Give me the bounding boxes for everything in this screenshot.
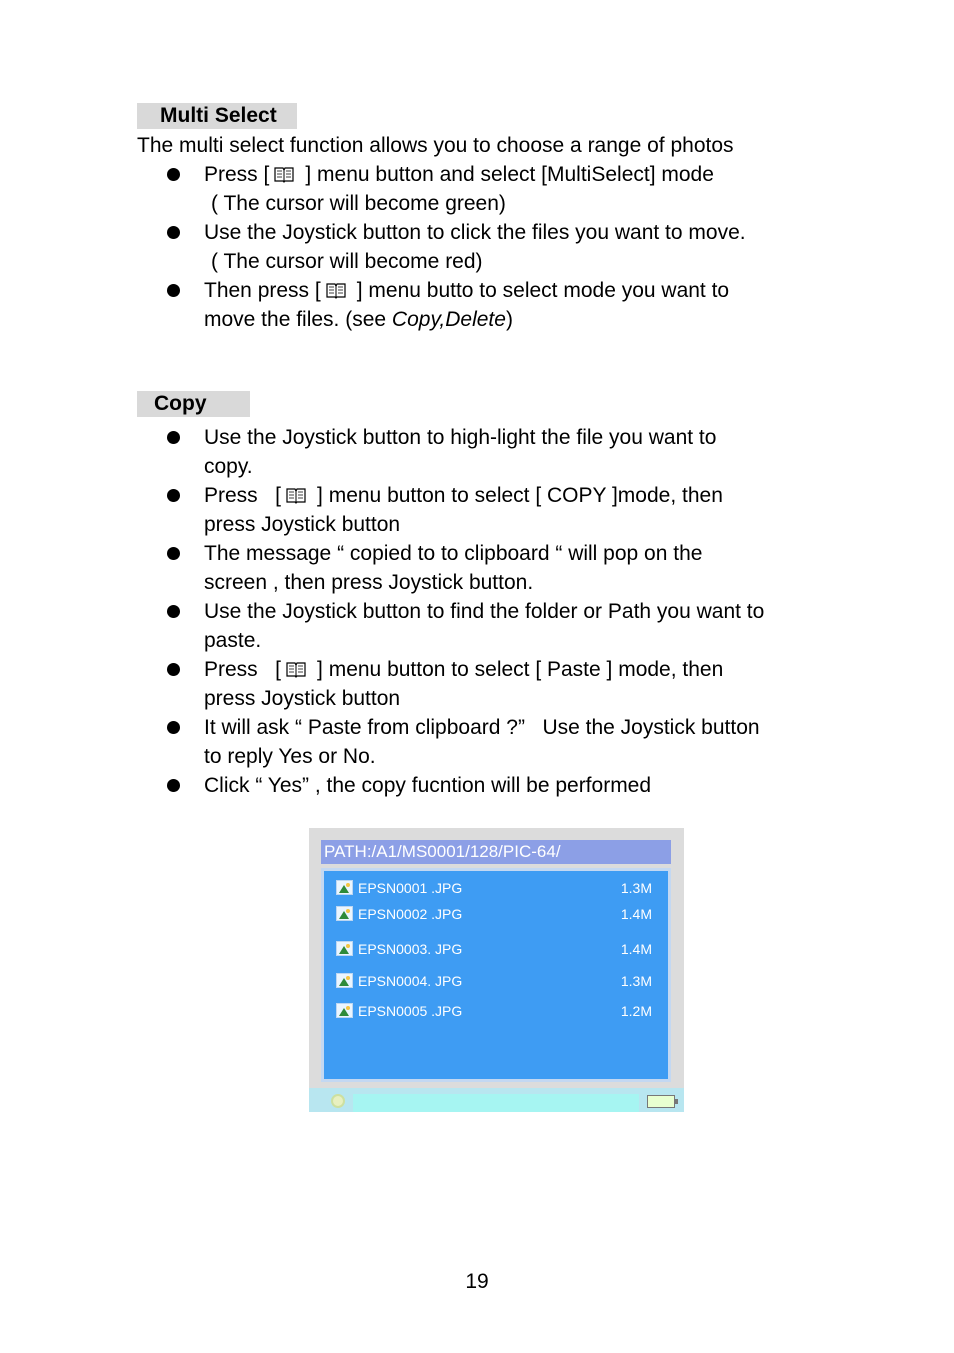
file-row[interactable] bbox=[332, 938, 660, 960]
file-name: EPSN0002 .JPG bbox=[358, 906, 463, 922]
device-screenshot bbox=[309, 828, 684, 1112]
file-size: 1.4M bbox=[620, 906, 652, 922]
file-row[interactable] bbox=[332, 903, 660, 925]
list-item: Then press [ ] menu butto to select mode you want to move the files. (see Copy,Delete) bbox=[0, 276, 814, 334]
list-item: Use the Joystick button to click the files you want to move. ( The cursor will become red) bbox=[0, 218, 814, 276]
bullet-dot bbox=[167, 431, 180, 444]
file-list-panel bbox=[321, 868, 671, 1082]
file-size: 1.3M bbox=[620, 880, 652, 896]
bullet-dot bbox=[167, 168, 180, 181]
image-file-icon bbox=[336, 973, 353, 988]
bullet-dot bbox=[167, 663, 180, 676]
book-icon bbox=[273, 166, 295, 183]
book-icon bbox=[285, 487, 307, 504]
bullet-dot bbox=[167, 226, 180, 239]
multi-select-intro: The multi select function allows you to choose a range of photos bbox=[137, 134, 734, 157]
book-icon bbox=[325, 282, 347, 299]
list-item: Press [ ] menu button and select [MultiSelect] mode ( The cursor will become green) bbox=[0, 160, 814, 218]
file-name: EPSN0003. JPG bbox=[358, 941, 463, 957]
file-size: 1.2M bbox=[620, 1003, 652, 1019]
book-icon bbox=[285, 661, 307, 678]
list-item: Use the Joystick button to find the folder or Path you want to paste. bbox=[0, 597, 814, 655]
bullet-dot bbox=[167, 605, 180, 618]
file-row[interactable] bbox=[332, 877, 660, 899]
file-list bbox=[324, 871, 668, 1079]
path-bar: PATH:/A1/MS0001/128/PIC-64/ bbox=[321, 840, 671, 864]
multi-select-list bbox=[0, 160, 814, 334]
multi-select-heading: Multi Select bbox=[137, 103, 297, 129]
file-size: 1.4M bbox=[620, 941, 652, 957]
image-file-icon bbox=[336, 941, 353, 956]
list-item: Click “ Yes” , the copy fucntion will be performed bbox=[0, 771, 814, 800]
list-item: Press [ ] menu button to select [ Paste ] mode, then press Joystick button bbox=[0, 655, 814, 713]
file-row[interactable] bbox=[332, 970, 660, 992]
copy-list bbox=[0, 423, 814, 800]
file-name: EPSN0005 .JPG bbox=[358, 1003, 463, 1019]
image-file-icon bbox=[336, 906, 353, 921]
copy-heading: Copy bbox=[137, 391, 250, 417]
image-file-icon bbox=[336, 880, 353, 895]
status-indicator-icon bbox=[331, 1094, 345, 1108]
list-item: It will ask “ Paste from clipboard ?” Use the Joystick button to reply Yes or No. bbox=[0, 713, 814, 771]
bullet-dot bbox=[167, 721, 180, 734]
bullet-dot bbox=[167, 489, 180, 502]
bullet-dot bbox=[167, 779, 180, 792]
battery-icon bbox=[647, 1095, 675, 1108]
list-item: Use the Joystick button to high-light the file you want to copy. bbox=[0, 423, 814, 481]
status-bar bbox=[309, 1088, 684, 1112]
page-number: 19 bbox=[465, 1270, 489, 1293]
list-item: Press [ ] menu button to select [ COPY ]mode, then press Joystick button bbox=[0, 481, 814, 539]
file-name: EPSN0001 .JPG bbox=[358, 880, 463, 896]
list-item: The message “ copied to to clipboard “ will pop on the screen , then press Joystick button. bbox=[0, 539, 814, 597]
file-size: 1.3M bbox=[620, 973, 652, 989]
bullet-dot bbox=[167, 547, 180, 560]
image-file-icon bbox=[336, 1003, 353, 1018]
status-track bbox=[353, 1094, 639, 1112]
file-row[interactable] bbox=[332, 1000, 660, 1022]
file-name: EPSN0004. JPG bbox=[358, 973, 463, 989]
bullet-dot bbox=[167, 284, 180, 297]
